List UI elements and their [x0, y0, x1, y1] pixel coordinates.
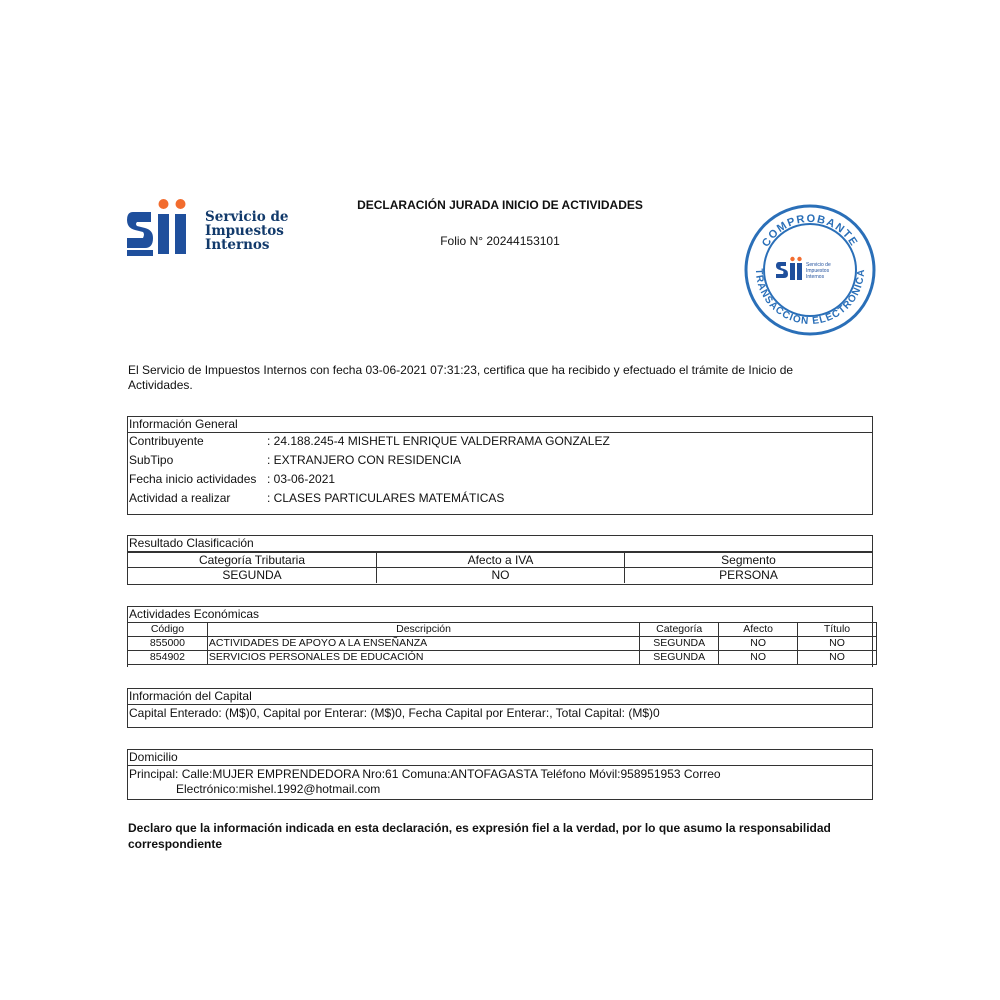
- svg-text:Servicio de: Servicio de: [806, 262, 831, 268]
- seal-sii-icon: [776, 257, 831, 280]
- section-title: Información del Capital: [128, 689, 872, 705]
- folio-number: Folio N° 20244153101: [440, 234, 560, 248]
- value-segmento: PERSONA: [625, 568, 873, 583]
- svg-text:Internos: Internos: [806, 274, 825, 280]
- header-afecto: Afecto: [719, 623, 798, 637]
- resultado-clasificacion-section: [127, 535, 873, 585]
- value-afecto-iva: NO: [377, 568, 625, 583]
- header-titulo: Título: [798, 623, 877, 637]
- svg-text:TRANSACCIÓN ELECTRÓNICA: TRANSACCIÓN ELECTRÓNICA: [752, 268, 868, 328]
- header-segmento: Segmento: [625, 553, 873, 568]
- actividades-table: [127, 622, 877, 665]
- header-categoria: Categoría Tributaria: [128, 553, 377, 568]
- info-row-fecha-inicio: Fecha inicio actividades : 03-06-2021: [129, 472, 336, 486]
- capital-text: Capital Enterado: (M$)0, Capital por Enterar: (M$)0, Fecha Capital por Enterar:, Total Capital: (M$)0: [129, 706, 660, 720]
- intro-certification-text: El Servicio de Impuestos Internos con fecha 03-06-2021 07:31:23, certifica que ha recibido y efectuado el trámite de Inicio de Actividades.: [128, 363, 794, 392]
- table-row: 855000 ACTIVIDADES DE APOYO A LA ENSEÑANZA SEGUNDA NO NO: [128, 637, 877, 651]
- info-row-subtipo: SubTipo : EXTRANJERO CON RESIDENCIA: [129, 453, 462, 467]
- informacion-capital-section: [127, 688, 873, 728]
- section-title: Resultado Clasificación: [128, 536, 872, 552]
- info-row-contribuyente: Contribuyente : 24.188.245-4 MISHETL ENRIQUE VALDERRAMA GONZALEZ: [129, 434, 610, 448]
- informacion-general-section: [127, 416, 873, 515]
- svg-text:COMPROBANTE: COMPROBANTE: [759, 212, 861, 250]
- sii-logo-text: Servicio de Impuestos Internos: [205, 209, 289, 253]
- header-afecto-iva: Afecto a IVA: [377, 553, 625, 568]
- domicilio-line2: Electrónico:mishel.1992@hotmail.com: [176, 782, 381, 796]
- info-row-actividad: Actividad a realizar : CLASES PARTICULARES MATEMÁTICAS: [129, 491, 505, 505]
- actividades-economicas-section: [127, 606, 873, 667]
- electronic-seal-stamp: [742, 202, 878, 338]
- section-title: Actividades Económicas: [129, 607, 260, 621]
- header-codigo: Código: [128, 623, 208, 637]
- table-row: 854902 SERVICIOS PERSONALES DE EDUCACIÓN SEGUNDA NO NO: [128, 651, 877, 665]
- domicilio-line1: Principal: Calle:MUJER EMPRENDEDORA Nro:61 Comuna:ANTOFAGASTA Teléfono Móvil:958951953 Correo: [129, 767, 721, 781]
- value-categoria: SEGUNDA: [128, 568, 377, 583]
- svg-text:Impuestos: Impuestos: [806, 268, 830, 274]
- header-categoria: Categoría: [640, 623, 719, 637]
- domicilio-section: [127, 749, 873, 800]
- resultado-table: [128, 552, 872, 583]
- header-descripcion: Descripción: [207, 623, 639, 637]
- document-title: DECLARACIÓN JURADA INICIO DE ACTIVIDADES: [357, 198, 643, 212]
- sii-logo: [125, 198, 295, 264]
- sii-logo-icon: [125, 198, 201, 262]
- declaration-statement: Declaro que la información indicada en esta declaración, es expresión fiel a la verdad, por lo que asumo la responsabilidad correspondiente: [128, 821, 831, 851]
- section-title: Información General: [128, 417, 872, 433]
- section-title: Domicilio: [128, 750, 872, 766]
